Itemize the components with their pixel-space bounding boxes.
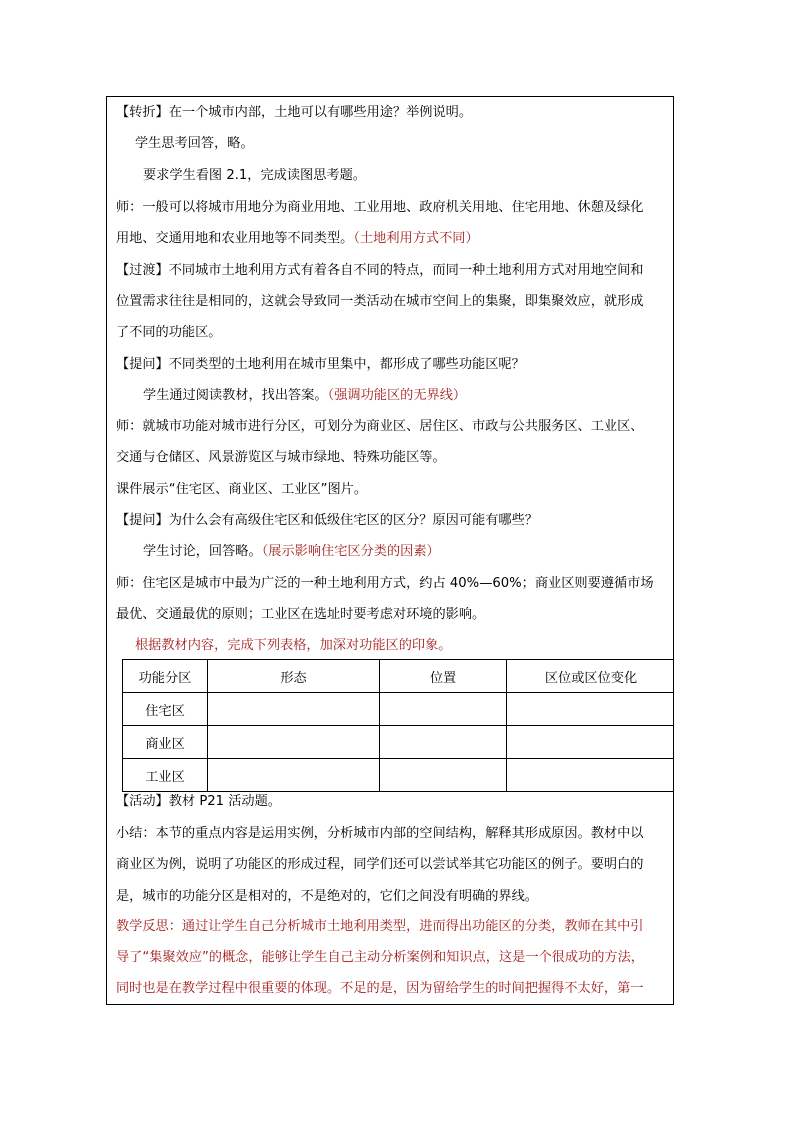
table-row — [123, 726, 675, 759]
empty-cell — [507, 759, 675, 792]
paragraph-text: 在一个城市内部，土地可以有哪些用途？举例说明。 — [168, 105, 473, 120]
paragraph-text: 小结：本节的重点内容是运用实例，分析城市内部的空间结构，解释其形成原因。教材中以 — [116, 826, 644, 841]
paragraph-text: 为什么会有高级住宅区和低级住宅区的区分？原因可能有哪些？ — [168, 513, 538, 528]
row-label-cell: 工业区 — [123, 759, 208, 792]
empty-cell — [208, 726, 380, 759]
paragraph-text: 不同城市土地利用方式有着各自不同的特点，而同一种土地利用方式对用地空间和 — [168, 263, 644, 278]
paragraph-text: 课件展示“住宅区、商业区、工业区”图片。 — [116, 482, 368, 497]
paragraph-line — [116, 263, 644, 279]
paragraph-line — [116, 513, 538, 529]
paragraph-line — [116, 231, 479, 247]
table-header-cell: 功能分区 — [123, 660, 208, 693]
empty-cell — [380, 759, 507, 792]
reflection-text: 教学反思：通过让学生自己分析城市土地利用类型，进而得出功能区的分类，教师在其中引 — [116, 919, 644, 934]
paragraph-text: 商业区为例，说明了功能区的形成过程，同学们还可以尝试举其它功能区的例子。要明白的 — [116, 857, 644, 872]
empty-cell — [507, 726, 675, 759]
empty-cell — [208, 693, 380, 726]
bracket-label: 【过渡】 — [116, 263, 169, 278]
table-header-cell: 区位或区位变化 — [507, 660, 675, 693]
bracket-label: 【提问】 — [116, 513, 169, 528]
document-frame — [106, 96, 674, 1005]
table-header-row — [123, 660, 675, 693]
emphasis-note: （强调功能区的无界线） — [327, 388, 467, 403]
table-instruction: 根据教材内容，完成下列表格，加深对功能区的印象。 — [135, 638, 452, 653]
function-zone-table — [122, 659, 674, 792]
paragraph-text: 学生讨论，回答略。 — [143, 544, 262, 559]
paragraph-line — [116, 357, 525, 373]
bracket-label: 【提问】 — [116, 357, 169, 372]
empty-cell — [208, 759, 380, 792]
paragraph-text: 学生通过阅读教材，找出答案。 — [143, 388, 328, 403]
bracket-label: 【活动】 — [116, 794, 169, 809]
paragraph-text: 了不同的功能区。 — [116, 325, 222, 340]
paragraph-line — [143, 388, 466, 404]
paragraph-text: 交通与仓储区、风景游览区与城市绿地、特殊功能区等。 — [116, 450, 446, 465]
paragraph-text: 师：住宅区是城市中最为广泛的一种土地利用方式，约占 40%—60%；商业区则要遵循市场 — [116, 576, 654, 591]
empty-cell — [507, 693, 675, 726]
table-row — [123, 759, 675, 792]
paragraph-line — [116, 794, 281, 810]
table-row — [123, 693, 675, 726]
empty-cell — [380, 726, 507, 759]
paragraph-line — [143, 544, 440, 560]
paragraph-text: 是，城市的功能分区是相对的，不是绝对的，它们之间没有明确的界线。 — [116, 889, 538, 904]
paragraph-text: 最优、交通最优的原则；工业区在选址时要考虑对环境的影响。 — [116, 607, 486, 622]
row-label-cell: 商业区 — [123, 726, 208, 759]
paragraph-text: 位置需求往往是相同的，这就会导致同一类活动在城市空间上的集聚，即集聚效应，就形成 — [116, 294, 644, 309]
paragraph-text: 教材 P21 活动题。 — [168, 794, 281, 809]
paragraph-text: 师：一般可以将城市用地分为商业用地、工业用地、政府机关用地、住宅用地、休憩及绿化 — [116, 200, 644, 215]
reflection-text: 导了“集聚效应”的概念，能够让学生自己主动分析案例和知识点，这是一个很成功的方法， — [116, 950, 644, 965]
table-header-cell: 形态 — [208, 660, 380, 693]
paragraph-transition-question — [116, 105, 472, 121]
emphasis-note: （展示影响住宅区分类的因素） — [261, 544, 440, 559]
paragraph-text: 要求学生看图 2.1，完成读图思考题。 — [143, 168, 366, 183]
reflection-text: 同时也是在教学过程中很重要的体现。不足的是，因为留给学生的时间把握得不太好，第一 — [116, 981, 644, 996]
bracket-label: 【转折】 — [116, 105, 169, 120]
empty-cell — [380, 693, 507, 726]
table-header-cell: 位置 — [380, 660, 507, 693]
paragraph-text: 用地、交通用地和农业用地等不同类型。 — [116, 231, 354, 246]
paragraph-text: 师：就城市功能对城市进行分区，可划分为商业区、居住区、市政与公共服务区、工业区、 — [116, 419, 644, 434]
row-label-cell: 住宅区 — [123, 693, 208, 726]
emphasis-note: （土地利用方式不同） — [353, 231, 479, 246]
paragraph-text: 不同类型的土地利用在城市里集中，都形成了哪些功能区呢？ — [168, 357, 525, 372]
paragraph-text: 学生思考回答，略。 — [135, 136, 254, 151]
